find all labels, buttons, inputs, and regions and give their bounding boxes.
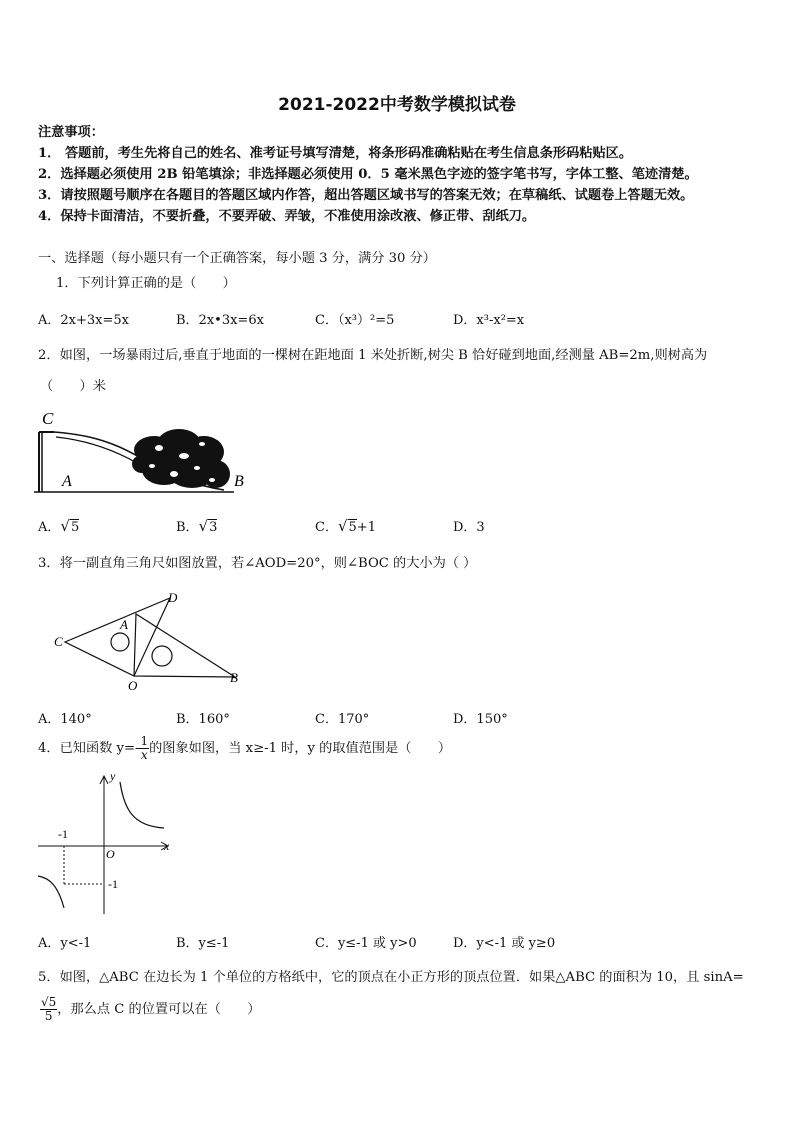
question-3-option-b: B．160° [176,712,230,727]
question-1-option-a: A．2x+3x=5x [38,313,129,328]
notice-heading: 注意事项： [38,125,104,140]
question-2-stem: 2．如图，一场暴雨过后,垂直于地面的一棵树在距地面 1 米处折断,树尖 B 恰好碰到地面,经测量 AB=2m,则树高为 [38,348,708,363]
graph-label-y: y [110,769,116,783]
triangle-figure [50,588,250,698]
question-3-option-d: D．150° [453,712,508,727]
question-1-option-b: B．2x•3x=6x [176,313,264,328]
question-2-option-b: B．√3 [176,517,218,535]
triangle-label-a: A [120,617,128,632]
question-4-option-c: C．y≤-1 或 y>0 [315,936,417,951]
triangle-label-b: B [230,670,238,685]
question-2-option-c: C．√5+1 [315,517,376,535]
tree-label-b: B [234,473,244,490]
question-1-option-d: D．x³-x²=x [453,313,525,328]
section-heading: 一、选择题（每小题只有一个正确答案，每小题 3 分，满分 30 分） [38,251,436,266]
question-3-option-a: A．140° [38,712,92,727]
notice-item-1: 1． 答题前，考生先将自己的姓名、准考证号填写清楚，将条形码准确粘贴在考生信息条形码粘贴区。 [38,146,633,161]
question-4-option-a: A．y<-1 [38,936,92,951]
question-5-stem-cont: $\frac{√5}{5}$ ，那么点 C 的位置可以在（ ） [41,995,261,1023]
graph-label-neg1-y: -1 [108,877,118,891]
triangle-label-c: C [54,634,63,649]
question-4-fraction: $\frac{1}{x}$ [140,734,149,762]
page-title: 2021-2022中考数学模拟试卷 [278,95,516,115]
question-1-option-c: C．（x³）²=5 [315,313,395,328]
question-5-stem: 5．如图，△ABC 在边长为 1 个单位的方格纸中，它的顶点在小正方形的顶点位置．如果△ABC 的面积为 10，且 sinA= [38,970,744,985]
triangle-label-o: O [128,678,138,693]
notice-item-2: 2．选择题必须使用 2B 铅笔填涂；非选择题必须使用 0．5 毫米黑色字迹的签字笔书写，字体工整、笔迹清楚。 [38,167,698,182]
tree-label-a: A [62,473,72,490]
tree-label-c: C [42,409,54,428]
question-4-option-d: D．y<-1 或 y≥0 [453,936,556,951]
question-2-option-d: D．3 [453,520,485,535]
graph-label-neg1-x: -1 [58,827,68,841]
notice-item-4: 4．保持卡面清洁，不要折叠，不要弄破、弄皱，不准使用涂改液、修正带、刮纸刀。 [38,209,536,224]
question-4-stem: 4．已知函数 y=- $\frac{1}{x}$ 的图象如图，当 x≥-1 时，y 的取值范围是（ ） [38,734,452,762]
graph-label-x: x [164,839,170,853]
triangle-label-d: D [168,590,178,605]
question-1-stem: 1．下列计算正确的是（ ） [56,276,236,291]
tree-figure [34,404,254,496]
question-3-stem: 3．将一副直角三角尺如图放置，若∠AOD=20°，则∠BOC 的大小为（ ） [38,556,477,571]
graph-label-origin: O [106,847,115,861]
question-3-option-c: C．170° [315,712,370,727]
question-2-stem-cont: （ ）米 [40,379,106,394]
question-2-option-a: A．√5 [38,517,80,535]
question-4-option-b: B．y≤-1 [176,936,230,951]
function-graph [36,768,184,918]
question-5-fraction: $\frac{√5}{5}$ [41,995,57,1023]
notice-item-3: 3．请按照题号顺序在各题目的答题区域内作答，超出答题区域书写的答案无效；在草稿纸、试题卷上答题无效。 [38,188,694,203]
